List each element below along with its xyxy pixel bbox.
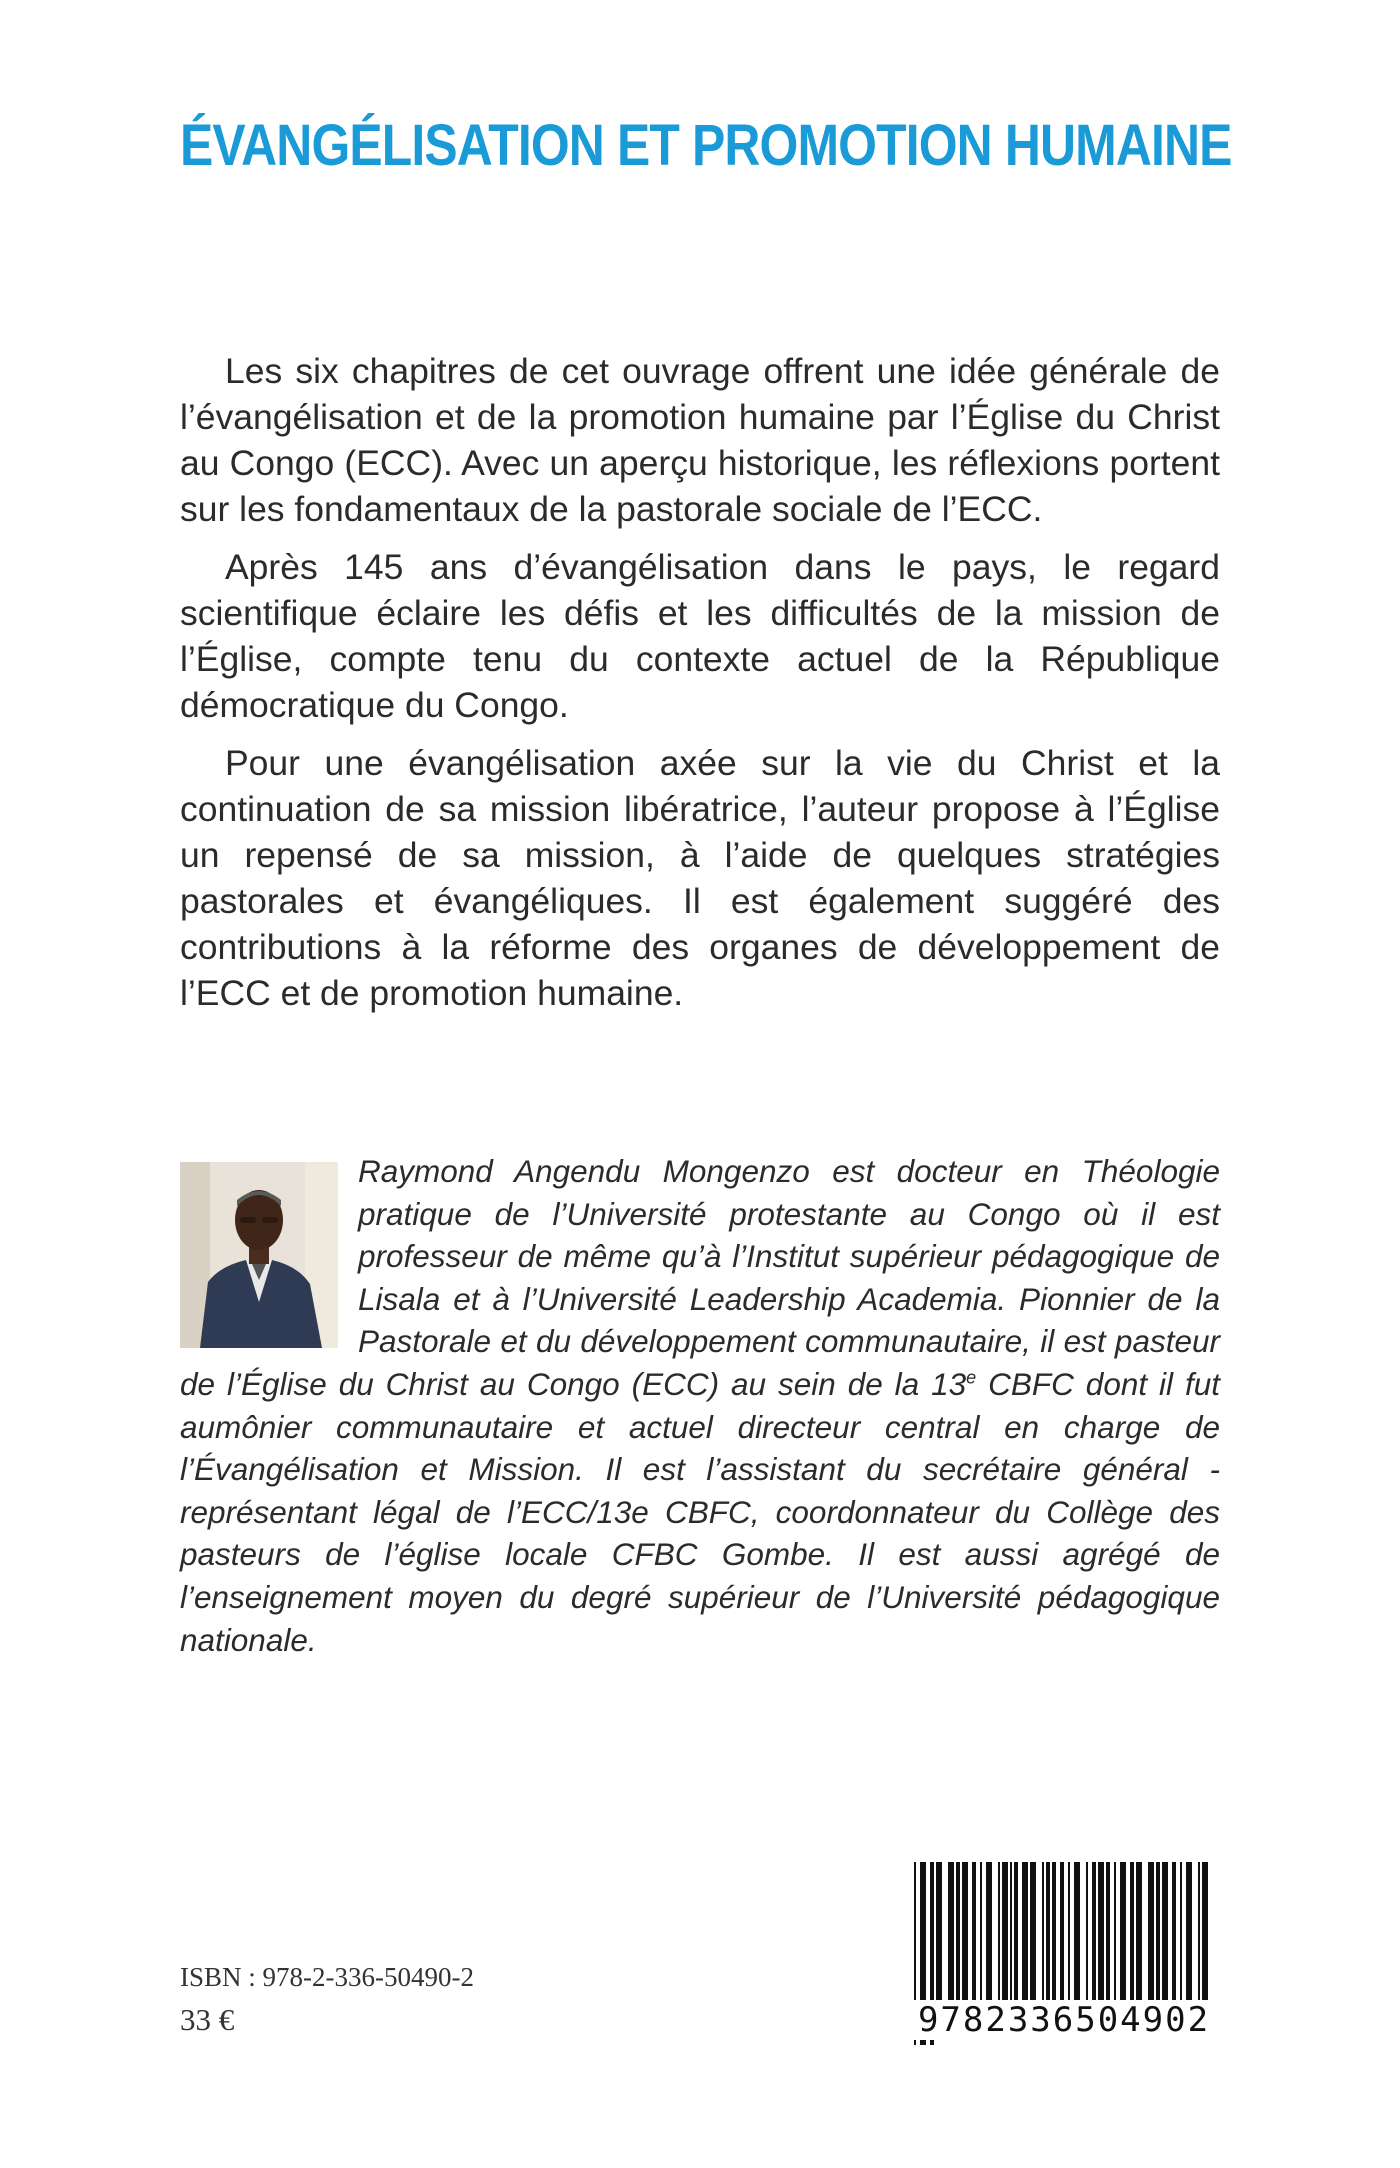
barcode-bar [1086,1862,1088,2002]
barcode-bar [1162,1862,1168,2002]
barcode-bar [1092,1862,1096,2002]
barcode-bar [972,1862,976,2002]
barcode-bar [1106,1862,1110,2002]
barcode-bar [1046,1862,1050,2002]
barcode-bar [956,1862,960,2002]
barcode-bar [1156,1862,1160,2002]
barcode-bar [1042,1862,1044,2002]
barcode-bar [962,1862,968,2002]
barcode-bar [1068,1862,1070,2002]
author-bio [180,1150,1220,1661]
barcode-bar [1114,1862,1116,2002]
barcode-bar [1180,1862,1182,2002]
barcode-bar [1030,1862,1036,2002]
barcode-bar [980,1862,982,2002]
barcode-bar [1148,1862,1154,2002]
barcode-bar [1098,1862,1104,2002]
author-bio-text: Raymond Angendu Mongenzo est docteur en Théologie pratique de l’Université protestante au Congo où il est professeur de même qu’à l’Institut supérieur pédagogique de Lisala et à l’Université Leadership Academia. Pionnier de la Pastorale et du développement communautaire, il est pasteur de l’Église du Christ au Congo (ECC) au sein de la 13 [180,1153,1220,1402]
barcode-bar [1022,1862,1028,2002]
author-bio-text-cont: CBFC dont il fut aumônier communautaire et actuel directeur central en charge de l’Évangélisation et Mission. Il est l’assistant du secrétaire général - représentant légal de l’ECC/13e CBFC, coordonnateur du Collège des pasteurs de l’église locale CFBC Gombe. Il est aussi agrégé de l’enseignement moyen du degré supérieur de l’Université pédagogique nationale. [180,1365,1220,1658]
barcode-bar [1202,1862,1208,2002]
barcode-bar [1186,1862,1192,2002]
book-summary [180,348,1220,1028]
barcode-bar [1052,1862,1056,2002]
barcode-bar [1010,1862,1012,2002]
barcode-bar [1060,1862,1064,2002]
barcode-bar [1172,1862,1176,2002]
barcode-bar [1136,1862,1142,2002]
summary-paragraph: Les six chapitres de cet ouvrage offrent une idée générale de l’évangélisation et de la promotion humaine par l’Église du Christ au Congo (ECC). Avec un aperçu historique, les réflexions portent sur les fondamentaux de la pastorale sociale de l’ECC. [180,351,1220,529]
barcode-bar [1002,1862,1008,2002]
barcode-bar [986,1862,992,2002]
barcode-bar [936,1862,942,2002]
barcode-bar [1130,1862,1134,2002]
summary-paragraph: Après 145 ans d’évangélisation dans le pays, le regard scientifique éclaire les défis et les difficultés de la mission de l’Église, compte tenu du contexte actuel de la République démocratique du Congo. [180,547,1220,725]
barcode-bar [1198,1862,1200,2002]
summary-paragraph: Pour une évangélisation axée sur la vie du Christ et la continuation de sa mission libératrice, l’auteur propose à l’Église un repensé de sa mission, à l’aide de quelques stratégies pastorales et évangéliques. Il est également suggéré des contributions à la réforme des organes de développement de l’ECC et de promotion humaine. [180,743,1220,1013]
book-title: ÉVANGÉLISATION ET PROMOTION HUMAINE [180,113,1232,178]
barcode-bar [1014,1862,1018,2002]
barcode-digits: 9782336504902 [900,2000,1228,2040]
barcode-bar [948,1862,954,2002]
photo-spacer [180,1150,358,1332]
superscript: e [966,1367,977,1388]
isbn-text: ISBN : 978-2-336-50490-2 [180,1962,474,1992]
barcode-bar [1074,1862,1080,2002]
price-text: 33 € [180,2002,235,2037]
barcode-bar [1120,1862,1126,2002]
barcode-bar [998,1862,1000,2002]
